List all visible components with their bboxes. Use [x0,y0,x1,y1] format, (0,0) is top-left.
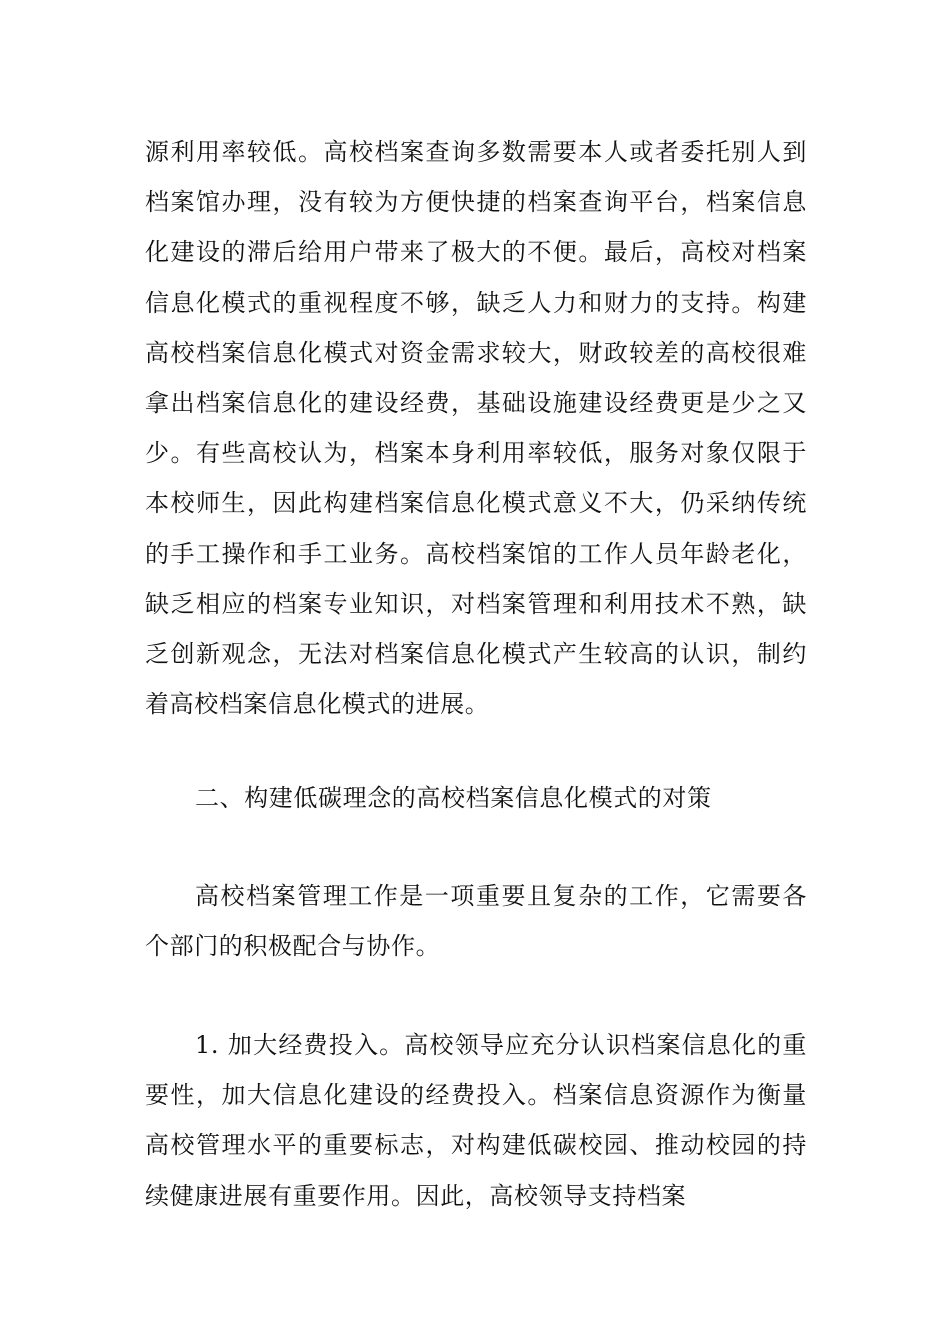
section-heading: 二、构建低碳理念的高校档案信息化模式的对策 [195,784,712,812]
body-paragraph-numbered: 1. 加大经费投入。高校领导应充分认识档案信息化的重要性，加大信息化建设的经费投入。档案信息资源作为衡量高校管理水平的重要标志，对构建低碳校园、推动校园的持续健康进展有重要作用。因此，高校领导支持档案 [145,1031,807,1210]
body-paragraph-continued: 源利用率较低。高校档案查询多数需要本人或者委托别人到档案馆办理，没有较为方便快捷的档案查询平台，档案信息化建设的滞后给用户带来了极大的不便。最后，高校对档案信息化模式的重视程度不够，缺乏人力和财力的支持。构建高校档案信息化模式对资金需求较大，财政较差的高校很难拿出档案信息化的建设经费，基础设施建设经费更是少之又少。有些高校认为，档案本身利用率较低，服务对象仅限于本校师生，因此构建档案信息化模式意义不大，仍采纳传统的手工操作和手工业务。高校档案馆的工作人员年龄老化，缺乏相应的档案专业知识，对档案管理和利用技术不熟，缺乏创新观念，无法对档案信息化模式产生较高的认识，制约着高校档案信息化模式的进展。 [145,138,807,719]
body-paragraph: 高校档案管理工作是一项重要且复杂的工作，它需要各个部门的积极配合与协作。 [145,882,807,961]
